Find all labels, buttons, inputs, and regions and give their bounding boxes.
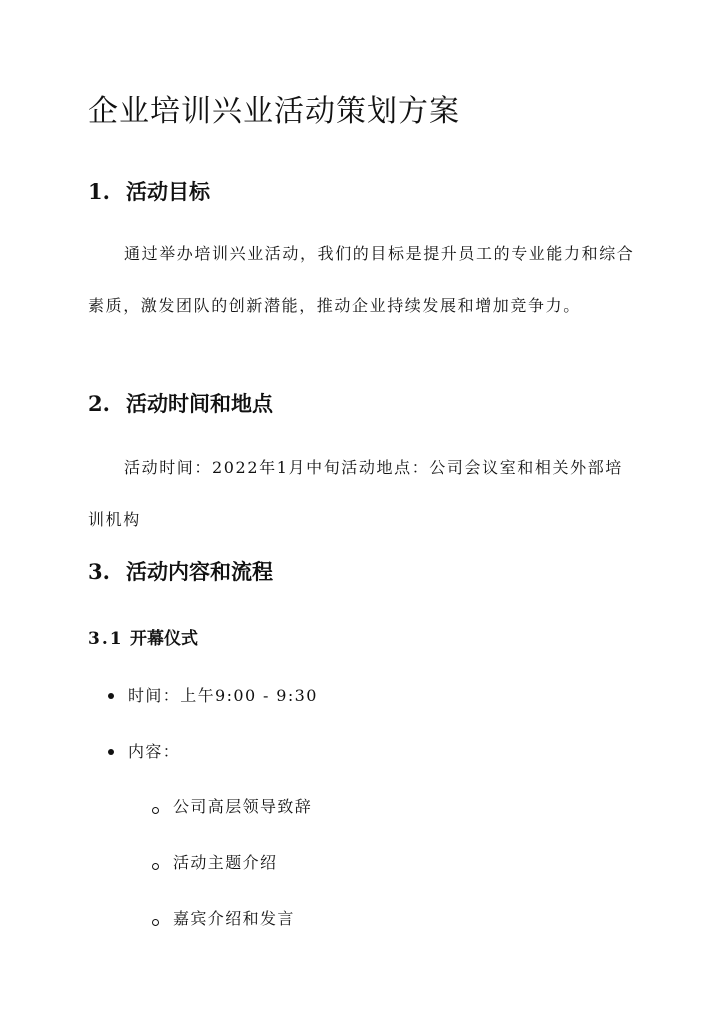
section-number: 3. <box>88 559 110 584</box>
section-title: 活动时间和地点 <box>126 391 273 416</box>
hollow-circle-icon <box>152 863 159 870</box>
section-paragraph-1: 通过举办培训兴业活动，我们的目标是提升员工的专业能力和综合素质，激发团队的创新潜能，推动企业持续发展和增加竞争力。 <box>88 244 635 315</box>
bullet-dot-icon <box>108 693 114 699</box>
subsection-title: 开幕仪式 <box>130 629 198 649</box>
section-heading-1 <box>88 176 210 206</box>
bullet-dot-icon <box>108 749 114 755</box>
sub-item <box>152 794 312 817</box>
subsection-number: 3.1 <box>88 629 124 649</box>
sub-item <box>152 850 277 873</box>
hollow-circle-icon <box>152 807 159 814</box>
section-title: 活动目标 <box>126 179 210 204</box>
bullet-text: 内容： <box>128 742 181 761</box>
hollow-circle-icon <box>152 919 159 926</box>
subsection-heading <box>88 624 198 649</box>
section-title: 活动内容和流程 <box>126 559 273 584</box>
section-number: 2. <box>88 391 110 416</box>
section-number: 1. <box>88 179 110 204</box>
document-title: 企业培训兴业活动策划方案 <box>88 94 460 129</box>
section-paragraph-2: 活动时间：2022年1月中旬活动地点：公司会议室和相关外部培训机构 <box>88 458 623 529</box>
bullet-item-time <box>108 683 318 706</box>
bullet-text: 时间：上午9:00 - 9:30 <box>128 686 318 705</box>
sub-item-text: 活动主题介绍 <box>173 853 278 872</box>
section-heading-3 <box>88 556 273 586</box>
sub-item <box>152 906 295 929</box>
sub-item-text: 嘉宾介绍和发言 <box>173 909 295 928</box>
sub-item-text: 公司高层领导致辞 <box>173 797 313 816</box>
bullet-item-content <box>108 739 180 762</box>
section-heading-2 <box>88 388 273 418</box>
